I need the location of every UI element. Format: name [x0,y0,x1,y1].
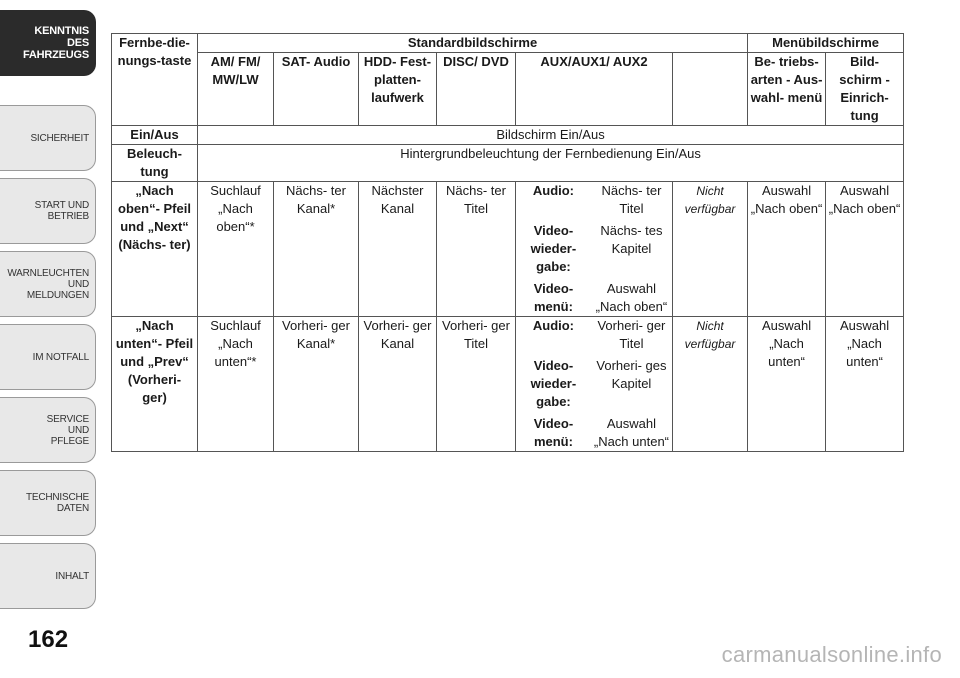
tab-kenntnis-des-fahrzeugs[interactable] [0,10,96,76]
aux-subtable [516,182,672,316]
cell-disc-up: Nächs- ter Titel [437,182,516,317]
tab-label-line: WARNLEUCHTEN [7,267,89,279]
row-key-light: Beleuch- tung [112,145,198,182]
col-aux: AUX/AUX1/ AUX2 [516,53,673,126]
tab-im-notfall[interactable] [0,324,96,390]
tab-start-und-betrieb[interactable] [0,178,96,244]
watermark: carmanualsonline.info [721,642,942,667]
table-row [112,126,904,145]
video-value: Vorheri- ges Kapitel [596,358,667,391]
tab-label-line: TECHNISCHE [25,492,89,503]
tab-label-line: PFLEGE [50,435,89,447]
tab-label-line: UND [67,278,89,290]
row-value-light: Hintergrundbeleuchtung der Fernbedienung Ein/Aus [198,145,904,182]
cell-be-up: Auswahl „Nach oben“ [748,182,826,317]
remote-control-table [111,33,904,452]
cell-am-up: Suchlauf „Nach oben“* [198,182,274,317]
cell-hdd-down: Vorheri- ger Kanal [359,317,437,452]
tab-label-line: FAHRZEUGS [22,49,89,61]
tab-warnleuchten-und-meldungen[interactable] [0,251,96,317]
tab-label-line: START UND [34,200,89,211]
audio-value: Nächs- ter Titel [601,183,662,216]
tab-inhalt[interactable] [0,543,96,609]
tab-label-line: MELDUNGEN [26,289,89,301]
tab-label-line: SICHERHEIT [30,132,89,144]
video-label: Video- wieder- gabe: [530,223,577,274]
menu-value: Auswahl „Nach unten“ [593,416,670,449]
cell-am-down: Suchlauf „Nach unten“* [198,317,274,452]
tab-technische-daten[interactable] [0,470,96,536]
header-key: Fernbe-die-nungs-taste [112,34,198,126]
col-sat-audio: SAT- Audio [274,53,359,126]
col-betriebsarten: Be- triebs- arten - Aus- wahl- menü [748,53,826,126]
col-disc-dvd: DISC/ DVD [437,53,516,126]
tab-label-line: IM NOTFALL [32,351,89,363]
tab-label-line: DATEN [56,503,89,514]
menu-value: Auswahl „Nach oben“ [595,281,668,314]
audio-label: Audio: [532,318,575,333]
tab-service-und-pflege[interactable] [0,397,96,463]
tab-label-line: KENNTNIS [34,25,89,37]
audio-value: Vorheri- ger Titel [597,318,666,351]
tab-label-line: SERVICE [46,413,89,425]
table-header-row [112,34,904,53]
menu-label: Video- menü: [533,416,574,449]
video-label: Video- wieder- gabe: [530,358,577,409]
page-number: 162 [28,626,69,653]
tab-label-line: BETRIEB [47,211,89,222]
cell-bild-up: Auswahl „Nach oben“ [826,182,904,317]
tab-label-line: DES [66,37,89,49]
cell-bild-down: Auswahl „Nach unten“ [826,317,904,452]
cell-na-down: Nicht verfügbar [673,317,748,452]
header-standard: Standardbildschirme [198,34,748,53]
table-row [112,182,904,317]
cell-na-up: Nicht verfügbar [673,182,748,317]
col-hdd: HDD- Fest- platten- laufwerk [359,53,437,126]
chapter-tabs [0,0,100,678]
video-value: Nächs- tes Kapitel [600,223,663,256]
cell-aux-down [516,317,673,452]
tab-label-line: UND [67,424,89,436]
tab-label-line: INHALT [55,570,89,582]
cell-sat-down: Vorheri- ger Kanal* [274,317,359,452]
table-row [112,317,904,452]
cell-hdd-up: Nächster Kanal [359,182,437,317]
cell-sat-up: Nächs- ter Kanal* [274,182,359,317]
table-row [112,145,904,182]
row-key-power: Ein/Aus [112,126,198,145]
tab-sicherheit[interactable] [0,105,96,171]
col-bildschirm: Bild- schirm - Einrich- tung [826,53,904,126]
row-key-up: „Nach oben“- Pfeil und „Next“ (Nächs- ter) [112,182,198,317]
col-am-fm: AM/ FM/ MW/LW [198,53,274,126]
audio-label: Audio: [532,183,575,198]
row-value-power: Bildschirm Ein/Aus [198,126,904,145]
aux-subtable [516,317,672,451]
table-subheader-row [112,53,904,126]
cell-aux-up [516,182,673,317]
cell-be-down: Auswahl „Nach unten“ [748,317,826,452]
menu-label: Video- menü: [533,281,574,314]
cell-disc-down: Vorheri- ger Titel [437,317,516,452]
row-key-down: „Nach unten“- Pfeil und „Prev“ (Vorheri- ger) [112,317,198,452]
header-menu: Menübildschirme [748,34,904,53]
col-blank [673,53,748,126]
